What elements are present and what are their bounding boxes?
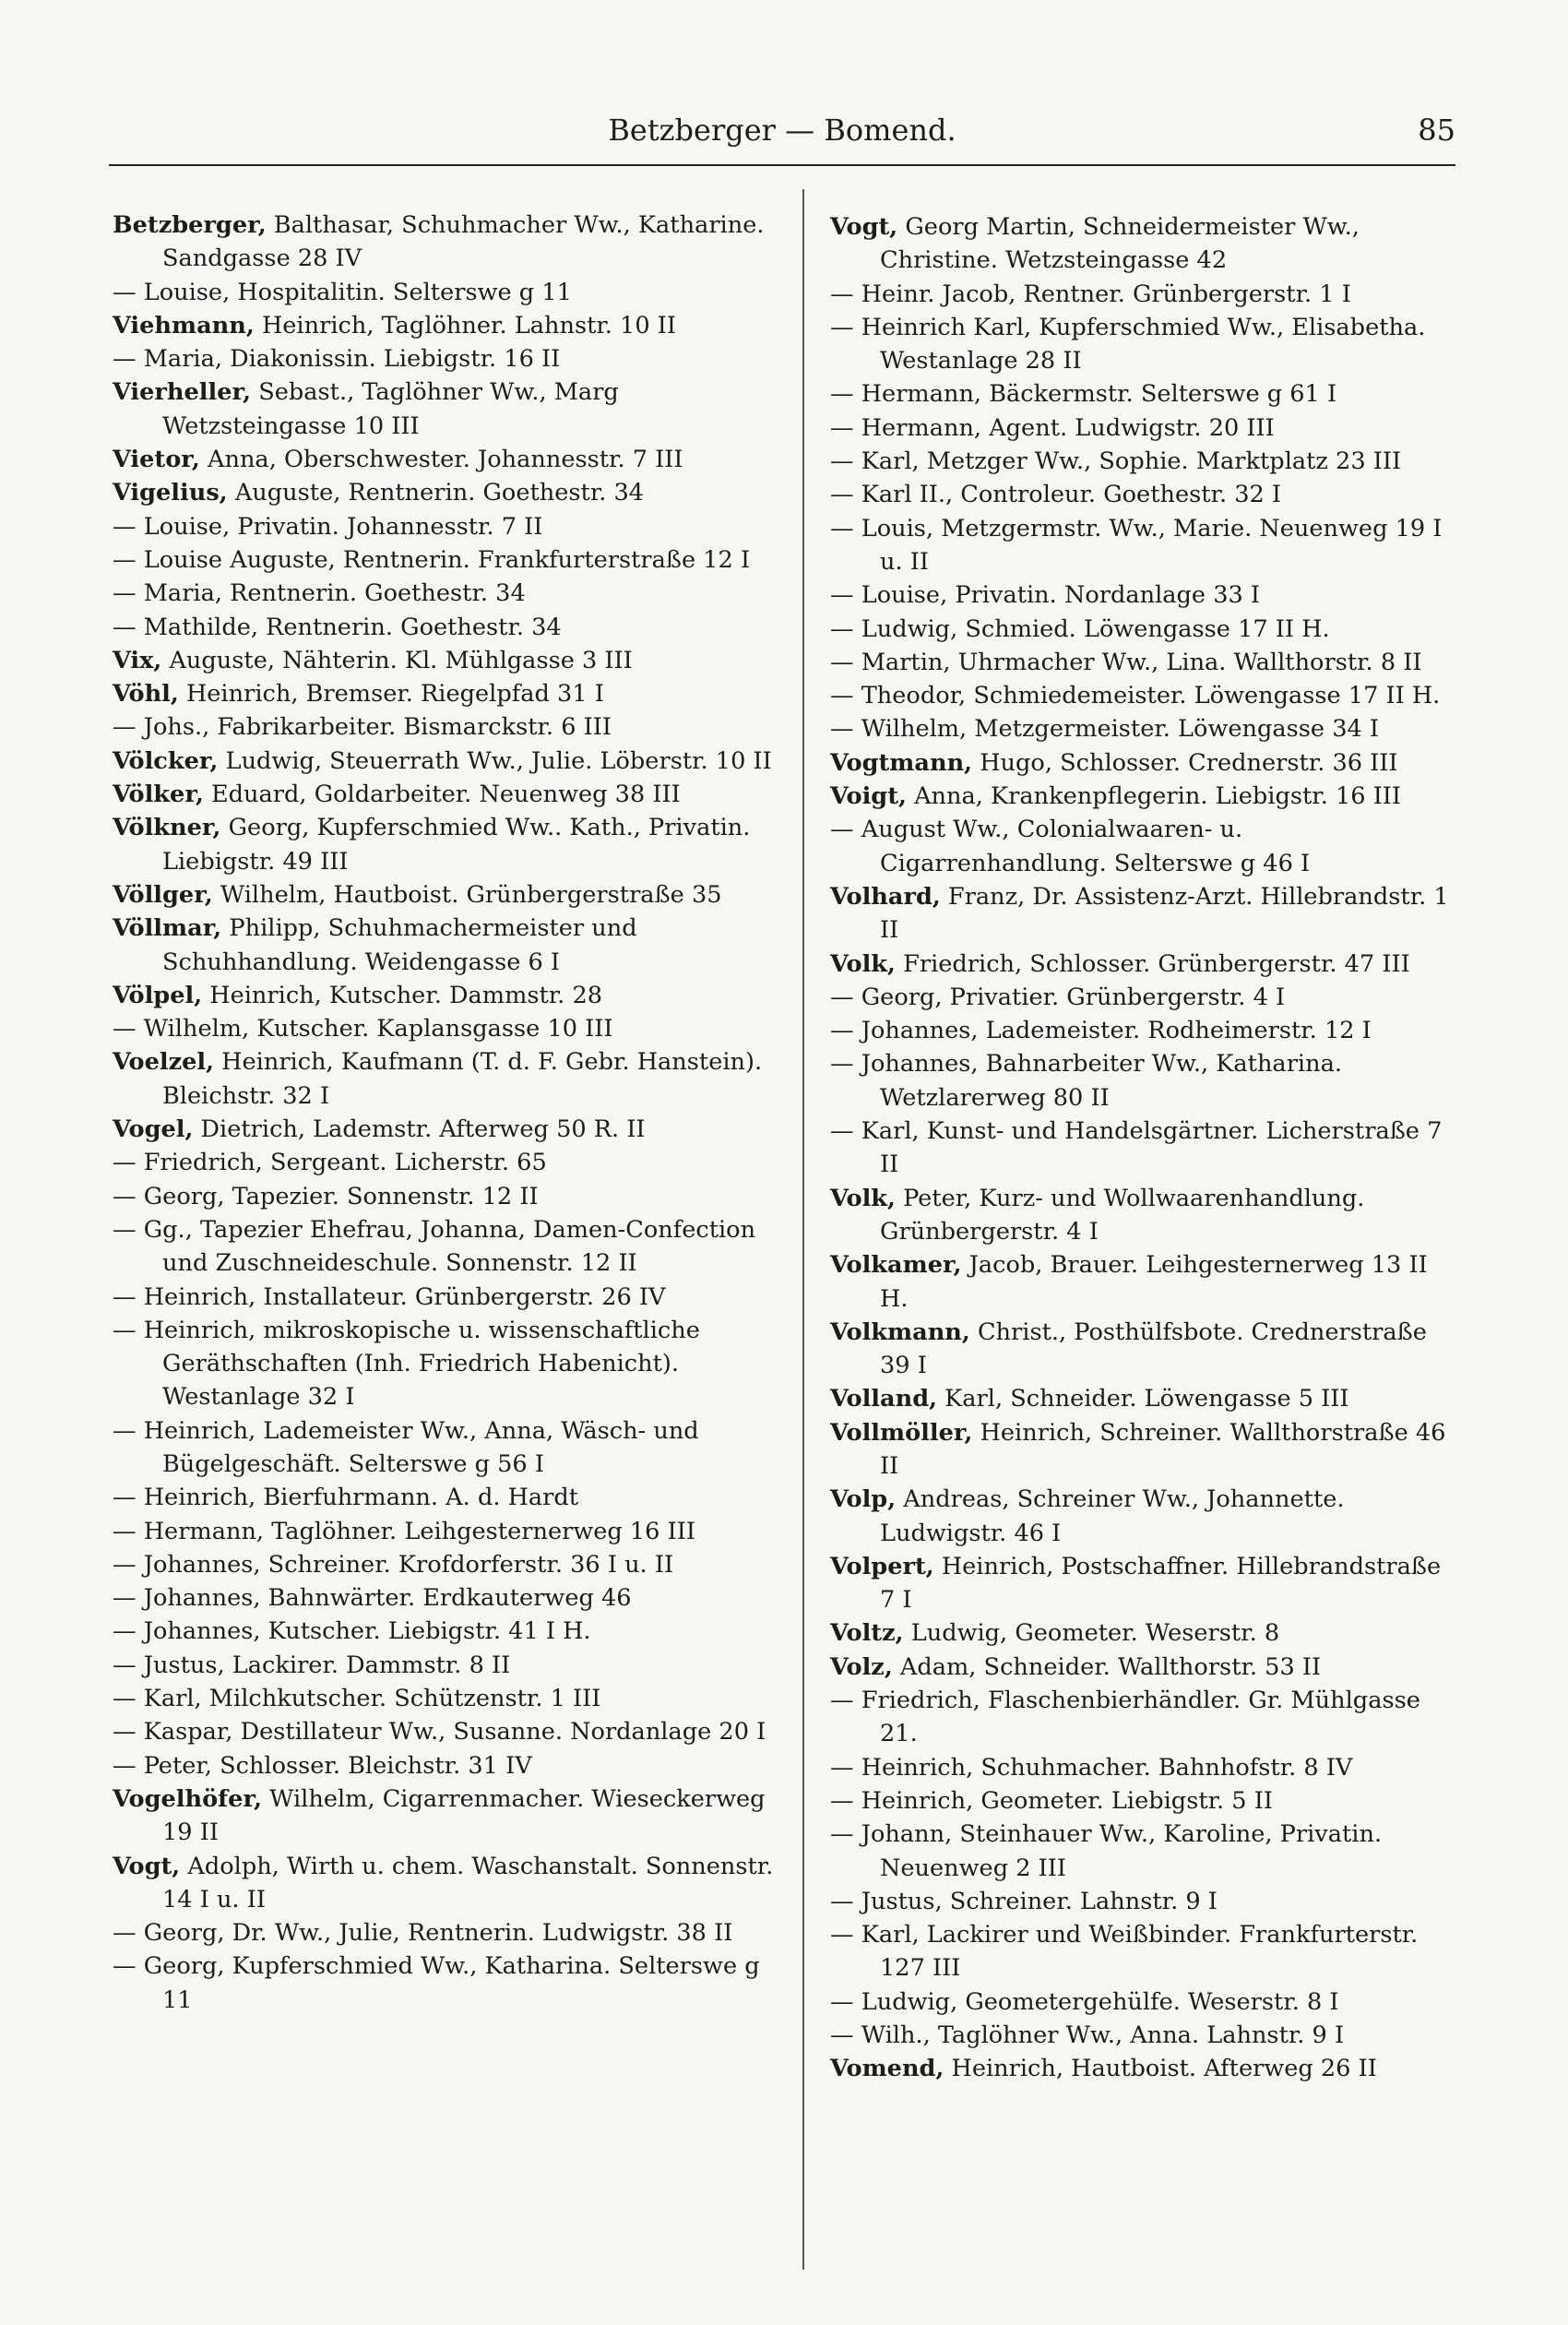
- directory-entry: [830, 478, 1457, 511]
- directory-entry: [113, 1715, 786, 1748]
- entry-surname: Volkmann,: [830, 1318, 970, 1346]
- directory-entry: [113, 342, 786, 376]
- directory-entry: [113, 1949, 786, 2017]
- entry-surname: Völpel,: [113, 981, 203, 1009]
- entry-details: — Heinrich, mikroskopische u. wissenschaftliche Geräthschaften (Inh. Friedrich Habenicht). Westanlage 32 I: [113, 1316, 700, 1412]
- directory-entry: [830, 1416, 1457, 1484]
- entry-details: — Johann, Steinhauer Ww., Karoline, Privatin. Neuenweg 2 III: [830, 1820, 1383, 1882]
- directory-entry: [113, 510, 786, 543]
- entry-surname: Voltz,: [830, 1619, 904, 1648]
- directory-entry: [113, 1481, 786, 1514]
- entry-details: Auguste, Nähterin. Kl. Mühlgasse 3 III: [161, 646, 633, 674]
- entry-surname: Vogelhöfer,: [113, 1784, 262, 1813]
- entry-details: Andreas, Schreiner Ww., Johannette. Ludwigstr. 46 I: [880, 1485, 1345, 1547]
- entry-surname: Volp,: [830, 1485, 897, 1514]
- directory-entry: [113, 912, 786, 979]
- page-number: 85: [1418, 113, 1455, 148]
- entry-details: Heinrich, Schreiner. Wallthorstraße 46 II: [880, 1418, 1446, 1480]
- entry-surname: Volk,: [830, 1184, 896, 1212]
- directory-entry: [830, 813, 1457, 880]
- entry-surname: Betzberger,: [113, 211, 267, 239]
- directory-entry: [113, 1682, 786, 1715]
- directory-entry: [113, 1916, 786, 1949]
- directory-entry: [830, 1985, 1457, 2019]
- entry-details: — Maria, Diakonissin. Liebigstr. 16 II: [113, 345, 561, 374]
- entry-details: — Johannes, Lademeister. Rodheimerstr. 12 I: [830, 1017, 1372, 1045]
- directory-entry: [830, 445, 1457, 478]
- entry-details: — Theodor, Schmiedemeister. Löwengasse 17 II H.: [830, 682, 1441, 710]
- entry-details: — August Ww., Colonialwaaren- u. Cigarrenhandlung. Selterswe g 46 I: [830, 816, 1311, 877]
- entry-details: — Friedrich, Sergeant. Licherstr. 65: [113, 1149, 547, 1177]
- entry-details: — Georg, Kupferschmied Ww., Katharina. Selterswe g 11: [113, 1952, 760, 2014]
- entry-surname: Völkner,: [113, 814, 221, 842]
- entry-details: — Friedrich, Flaschenbierhändler. Gr. Mühlgasse 21.: [830, 1687, 1420, 1748]
- entry-details: Friedrich, Schlosser. Grünbergerstr. 47 III: [895, 949, 1410, 978]
- entry-surname: Vomend,: [830, 2055, 944, 2083]
- directory-entry: [113, 1581, 786, 1615]
- entry-surname: Voigt,: [830, 782, 907, 811]
- entry-details: Balthasar, Schuhmacher Ww., Katharine. Sandgasse 28 IV: [162, 211, 765, 273]
- entry-details: — Johannes, Kutscher. Liebigstr. 41 I H.: [113, 1617, 591, 1646]
- directory-entry: [113, 1314, 786, 1414]
- entry-surname: Vogtmann,: [830, 748, 973, 777]
- directory-entry: [830, 780, 1457, 813]
- entry-details: Wilhelm, Hautboist. Grünbergerstraße 35: [212, 880, 722, 909]
- entry-details: Wilhelm, Cigarrenmacher. Wieseckerweg 19 II: [162, 1784, 766, 1847]
- entry-details: Heinrich, Kutscher. Dammstr. 28: [202, 981, 603, 1009]
- directory-entry: [113, 811, 786, 878]
- directory-entry: [830, 2019, 1457, 2052]
- entry-details: — Ludwig, Schmied. Löwengasse 17 II H.: [830, 614, 1330, 643]
- directory-entry: [113, 1213, 786, 1281]
- entry-surname: Völker,: [113, 781, 204, 809]
- entry-details: — Heinrich, Lademeister Ww., Anna, Wäsch- und Bügelgeschäft. Selterswe g 56 I: [113, 1416, 699, 1478]
- directory-entry: [113, 1782, 786, 1850]
- entry-details: — Karl, Milchkutscher. Schützenstr. 1 III: [113, 1685, 601, 1713]
- entry-details: — Hermann, Taglöhner. Leihgesternerweg 16 III: [113, 1517, 695, 1545]
- entry-details: Karl, Schneider. Löwengasse 5 III: [937, 1385, 1349, 1413]
- directory-entry: [830, 746, 1457, 780]
- directory-entry: [830, 1651, 1457, 1684]
- directory-entry: [830, 948, 1457, 981]
- entry-details: — Martin, Uhrmacher Ww., Lina. Wallthorstr. 8 II: [830, 648, 1422, 676]
- entry-details: — Kaspar, Destillateur Ww., Susanne. Nordanlage 20 I: [113, 1718, 766, 1747]
- directory-entry: [830, 1818, 1457, 1885]
- directory-entry: [830, 1115, 1457, 1182]
- directory-entry: [113, 376, 786, 443]
- directory-entry: [113, 745, 786, 778]
- entry-surname: Völlger,: [113, 880, 213, 909]
- directory-entry: [113, 611, 786, 644]
- entry-details: Philipp, Schuhmachermeister und Schuhhandlung. Weidengasse 6 I: [162, 914, 637, 976]
- entry-details: — Heinrich, Bierfuhrmann. A. d. Hardt: [113, 1484, 579, 1512]
- entry-surname: Vix,: [113, 646, 162, 674]
- entry-surname: Vogel,: [113, 1115, 194, 1144]
- entry-details: — Justus, Schreiner. Lahnstr. 9 I: [830, 1887, 1218, 1915]
- directory-entry: [113, 878, 786, 912]
- entry-details: — Ludwig, Geometergehülfe. Weserstr. 8 I: [830, 1987, 1339, 2016]
- directory-entry: [830, 1182, 1457, 1249]
- directory-entry: [113, 1113, 786, 1146]
- directory-entry: [113, 209, 786, 276]
- directory-entry: [830, 1316, 1457, 1383]
- directory-entry: [830, 1248, 1457, 1316]
- directory-entry: [830, 278, 1457, 311]
- entry-details: Eduard, Goldarbeiter. Neuenweg 38 III: [203, 781, 681, 809]
- directory-entry: [830, 1550, 1457, 1617]
- directory-entry: [113, 1281, 786, 1314]
- directory-entry: [113, 979, 786, 1012]
- entry-details: Heinrich, Postschaffner. Hillebrandstraße 7 I: [880, 1552, 1442, 1615]
- entry-surname: Vöhl,: [113, 680, 179, 709]
- directory-entry: [113, 1850, 786, 1917]
- entry-details: — Johs., Fabrikarbeiter. Bismarckstr. 6 III: [113, 713, 612, 742]
- entry-details: — Wilhelm, Metzgermeister. Löwengasse 34 I: [830, 715, 1380, 744]
- directory-entry: [830, 1918, 1457, 1985]
- entry-details: — Georg, Dr. Ww., Julie, Rentnerin. Ludwigstr. 38 II: [113, 1919, 733, 1948]
- directory-entry: [113, 1749, 786, 1782]
- directory-entry: [113, 276, 786, 309]
- entry-surname: Vogt,: [830, 213, 898, 241]
- entry-details: — Georg, Privatier. Grünbergerstr. 4 I: [830, 983, 1286, 1011]
- directory-entry: [830, 2052, 1457, 2085]
- entry-details: Sebast., Taglöhner Ww., Marg Wetzsteingasse 10 III: [162, 378, 619, 440]
- entry-details: Ludwig, Steuerrath Ww., Julie. Löberstr. 10 II: [218, 746, 772, 775]
- entry-details: Heinrich, Kaufmann (T. d. F. Gebr. Hanstein). Bleichstr. 32 I: [162, 1048, 763, 1110]
- right-column: [830, 210, 1457, 2086]
- directory-entry: [113, 1649, 786, 1682]
- directory-entry: [830, 613, 1457, 646]
- directory-entry: [113, 710, 786, 744]
- entry-details: — Johannes, Schreiner. Krofdorferstr. 36 I u. II: [113, 1550, 674, 1579]
- entry-surname: Vogt,: [113, 1852, 181, 1880]
- entry-details: — Karl, Kunst- und Handelsgärtner. Licherstraße 7 II: [830, 1117, 1443, 1179]
- left-column: [113, 209, 786, 2017]
- directory-entry: [113, 1548, 786, 1581]
- directory-entry: [113, 1515, 786, 1548]
- entry-details: — Louise, Privatin. Johannesstr. 7 II: [113, 512, 543, 541]
- directory-entry: [113, 476, 786, 509]
- directory-entry: [830, 1047, 1457, 1115]
- directory-entry: [113, 778, 786, 811]
- entry-details: — Wilh., Taglöhner Ww., Anna. Lahnstr. 9 I: [830, 2021, 1345, 2050]
- directory-entry: [830, 1382, 1457, 1415]
- directory-entry: [830, 210, 1457, 278]
- entry-details: Georg, Kupferschmied Ww.. Kath., Privatin. Liebigstr. 49 III: [162, 814, 751, 876]
- directory-entry: [113, 309, 786, 342]
- directory-entry: [113, 577, 786, 610]
- directory-entry: [830, 1684, 1457, 1751]
- directory-entry: [830, 311, 1457, 378]
- entry-details: — Louise Auguste, Rentnerin. Frankfurterstraße 12 I: [113, 545, 751, 574]
- entry-details: Georg Martin, Schneidermeister Ww., Christine. Wetzsteingasse 42: [880, 213, 1360, 275]
- entry-surname: Vigelius,: [113, 479, 228, 507]
- directory-entry: [830, 377, 1457, 411]
- entry-details: — Karl, Metzger Ww., Sophie. Marktplatz 23 III: [830, 447, 1402, 476]
- entry-details: — Heinr. Jacob, Rentner. Grünbergerstr. 1 I: [830, 280, 1351, 308]
- entry-details: — Louis, Metzgermstr. Ww., Marie. Neuenweg 19 I u. II: [830, 514, 1443, 576]
- entry-details: Jacob, Brauer. Leihgesternerweg 13 II H.: [880, 1251, 1428, 1313]
- entry-details: Heinrich, Taglöhner. Lahnstr. 10 II: [254, 311, 676, 340]
- entry-details: Heinrich, Hautboist. Afterweg 26 II: [944, 2055, 1377, 2083]
- running-title: Betzberger — Bomend.: [608, 113, 956, 148]
- directory-entry: [830, 646, 1457, 679]
- entry-surname: Vollmöller,: [830, 1418, 973, 1447]
- directory-entry: [830, 411, 1457, 445]
- entry-details: — Georg, Tapezier. Sonnenstr. 12 II: [113, 1182, 539, 1210]
- entry-surname: Vietor,: [113, 446, 200, 474]
- entry-details: — Johannes, Bahnwärter. Erdkauterweg 46: [113, 1584, 632, 1613]
- directory-entry: [113, 1180, 786, 1213]
- entry-details: — Heinrich, Schuhmacher. Bahnhofstr. 8 IV: [830, 1753, 1353, 1782]
- entry-details: Adam, Schneider. Wallthorstr. 53 II: [892, 1652, 1322, 1681]
- directory-entry: [113, 1615, 786, 1648]
- entry-details: Heinrich, Bremser. Riegelpfad 31 I: [178, 680, 604, 709]
- entry-details: — Heinrich, Geometer. Liebigstr. 5 II: [830, 1786, 1273, 1815]
- directory-entry: [830, 578, 1457, 612]
- directory-entry: [113, 1012, 786, 1045]
- entry-details: — Heinrich, Installateur. Grünbergerstr. 26 IV: [113, 1282, 666, 1311]
- entry-surname: Völlmar,: [113, 914, 222, 943]
- entry-surname: Volk,: [830, 949, 896, 978]
- header-rule: [109, 164, 1455, 166]
- directory-entry: [830, 1751, 1457, 1784]
- directory-entry: [830, 981, 1457, 1014]
- entry-surname: Volkamer,: [830, 1251, 962, 1280]
- directory-entry: [830, 1014, 1457, 1047]
- entry-surname: Volz,: [830, 1652, 893, 1681]
- entry-details: Adolph, Wirth u. chem. Waschanstalt. Sonnenstr. 14 I u. II: [162, 1852, 774, 1914]
- directory-entry: [113, 1146, 786, 1179]
- directory-entry: [830, 1784, 1457, 1818]
- entry-details: Franz, Dr. Assistenz-Arzt. Hillebrandstr. 1 II: [880, 882, 1449, 945]
- directory-entry: [830, 512, 1457, 579]
- entry-details: — Karl, Lackirer und Weißbinder. Frankfurterstr. 127 III: [830, 1921, 1419, 1983]
- directory-entry: [830, 1885, 1457, 1918]
- entry-details: Anna, Krankenpflegerin. Liebigstr. 16 III: [906, 782, 1402, 811]
- entry-details: Anna, Oberschwester. Johannesstr. 7 III: [199, 446, 683, 474]
- entry-details: Dietrich, Lademstr. Afterweg 50 R. II: [193, 1115, 646, 1144]
- entry-details: Auguste, Rentnerin. Goethestr. 34: [227, 479, 645, 507]
- entry-surname: Vierheller,: [113, 378, 252, 407]
- entry-details: — Hermann, Agent. Ludwigstr. 20 III: [830, 413, 1275, 442]
- entry-details: — Gg., Tapezier Ehefrau, Johanna, Damen-Confection und Zuschneideschule. Sonnenstr. 12 II: [113, 1215, 756, 1278]
- entry-details: — Maria, Rentnerin. Goethestr. 34: [113, 579, 526, 608]
- entry-details: Ludwig, Geometer. Weserstr. 8: [903, 1619, 1280, 1648]
- entry-details: — Louise, Hospitalitin. Selterswe g 11: [113, 278, 572, 306]
- directory-entry: [830, 679, 1457, 712]
- directory-entry: [113, 1414, 786, 1482]
- entry-details: — Louise, Privatin. Nordanlage 33 I: [830, 581, 1261, 610]
- entry-details: — Karl II., Controleur. Goethestr. 32 I: [830, 481, 1282, 509]
- directory-entry: [113, 644, 786, 677]
- entry-surname: Volpert,: [830, 1552, 934, 1580]
- directory-entry: [830, 1616, 1457, 1650]
- directory-entry: [113, 677, 786, 710]
- entry-surname: Volhard,: [830, 882, 941, 911]
- entry-details: Christ., Posthülfsbote. Crednerstraße 39 I: [880, 1318, 1427, 1380]
- directory-entry: [830, 1483, 1457, 1550]
- page-header: [109, 113, 1455, 168]
- entry-details: — Johannes, Bahnarbeiter Ww., Katharina. Wetzlarerweg 80 II: [830, 1050, 1342, 1112]
- entry-details: — Mathilde, Rentnerin. Goethestr. 34: [113, 613, 562, 641]
- directory-entry: [113, 1045, 786, 1113]
- column-divider: [802, 189, 804, 2270]
- entry-details: — Justus, Lackirer. Dammstr. 8 II: [113, 1651, 511, 1679]
- entry-surname: Viehmann,: [113, 311, 255, 340]
- entry-details: Hugo, Schlosser. Crednerstr. 36 III: [972, 748, 1398, 777]
- entry-details: — Wilhelm, Kutscher. Kaplansgasse 10 III: [113, 1015, 613, 1043]
- entry-details: — Heinrich Karl, Kupferschmied Ww., Elisabetha. Westanlage 28 II: [830, 313, 1426, 376]
- entry-details: — Peter, Schlosser. Bleichstr. 31 IV: [113, 1751, 532, 1780]
- entry-details: — Hermann, Bäckermstr. Selterswe g 61 I: [830, 380, 1337, 409]
- directory-entry: [113, 443, 786, 476]
- entry-surname: Volland,: [830, 1385, 938, 1413]
- directory-entry: [830, 712, 1457, 745]
- entry-details: Peter, Kurz- und Wollwaarenhandlung. Grünbergerstr. 4 I: [880, 1184, 1365, 1246]
- entry-surname: Völcker,: [113, 746, 219, 775]
- directory-entry: [113, 543, 786, 577]
- entry-surname: Voelzel,: [113, 1048, 215, 1077]
- directory-entry: [830, 880, 1457, 948]
